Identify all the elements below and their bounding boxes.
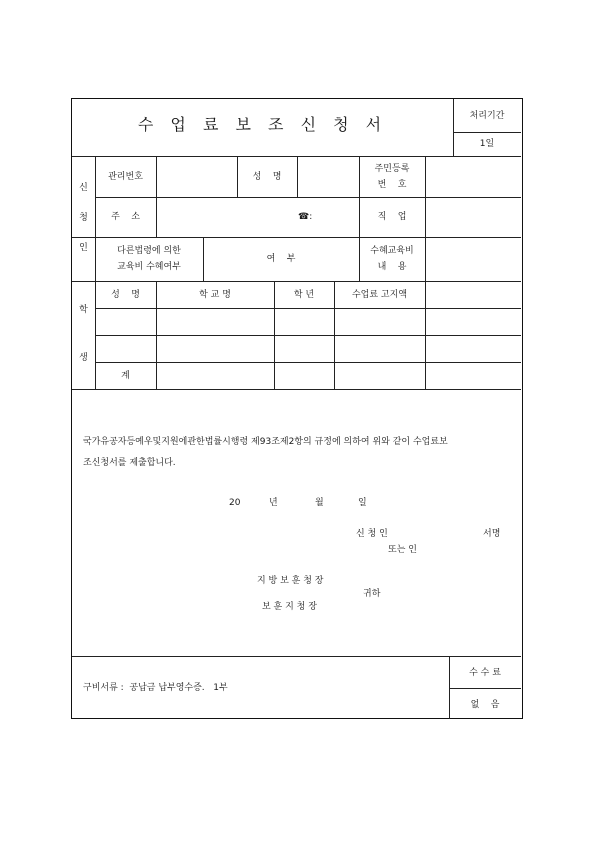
signature-label: 서명 (483, 529, 501, 539)
other-law-label-2: 교육비 수혜여부 (117, 262, 181, 272)
divider (297, 156, 298, 197)
date-year: 20 (229, 498, 241, 508)
tuition-amount-header: 수업료 고지액 (351, 290, 408, 300)
student-side-label-2: 생 (79, 353, 88, 363)
statement-line-2: 조신청서를 제출합니다. (83, 458, 176, 468)
divider (95, 308, 521, 309)
divider (453, 132, 521, 133)
addressee-branch: 보 훈 지 청 장 (262, 602, 317, 612)
address-label: 주 소 (111, 212, 140, 222)
total-label: 계 (121, 371, 130, 381)
date-month: 월 (315, 498, 324, 508)
applicant-side-label-1: 신 (79, 183, 88, 193)
processing-period-label: 처리기간 (469, 111, 505, 121)
application-form (71, 98, 523, 719)
date-day: 일 (358, 498, 367, 508)
applicant-side-label-2: 청 (79, 213, 88, 223)
resident-number-label-2: 번 호 (377, 180, 407, 190)
other-law-label: 다른법령에 의한 (117, 246, 181, 256)
required-documents: 구비서류 : 공납금 납부영수증. 1부 (83, 683, 228, 693)
fee-value: 없 음 (470, 700, 500, 710)
grade-header: 학 년 (293, 290, 315, 300)
benefit-content-label: 수혜교육비 (370, 246, 414, 256)
processing-period-value: 1일 (479, 139, 495, 149)
yes-no-label: 여 부 (266, 254, 296, 264)
applicant-signature-label: 신 청 인 (356, 529, 388, 539)
addressee-regional: 지 방 보 훈 청 장 (257, 576, 324, 586)
form-title: 수 업 료 보 조 신 청 서 (137, 115, 388, 134)
divider (425, 156, 426, 389)
divider (72, 656, 521, 657)
benefit-content-label-2: 내 용 (377, 262, 407, 272)
or-seal-label: 또는 인 (388, 545, 417, 555)
divider (449, 688, 521, 689)
divider (95, 362, 521, 363)
divider (72, 389, 521, 390)
statement-line-1: 국가유공자등예우및지원에관한법률시행령 제93조제2항의 규정에 의하여 위와 같이 수업료보 (83, 437, 448, 447)
divider (72, 237, 521, 238)
applicant-side-label-3: 인 (79, 243, 88, 253)
school-name-header: 학 교 명 (199, 290, 231, 300)
student-name-header: 성 명 (111, 290, 140, 300)
management-number-label: 관리번호 (108, 172, 143, 182)
name-label: 성 명 (252, 172, 282, 182)
divider (156, 156, 157, 237)
addressee-suffix: 귀하 (363, 589, 381, 599)
divider (72, 281, 521, 282)
occupation-label: 직 업 (377, 212, 407, 222)
fee-label: 수 수 료 (469, 668, 501, 678)
student-side-label-1: 학 (79, 305, 88, 315)
resident-number-label: 주민등록 (374, 164, 410, 174)
divider (95, 335, 521, 336)
phone-marker: ☎: (298, 212, 313, 222)
divider (95, 197, 521, 198)
date-year-unit: 년 (269, 498, 278, 508)
